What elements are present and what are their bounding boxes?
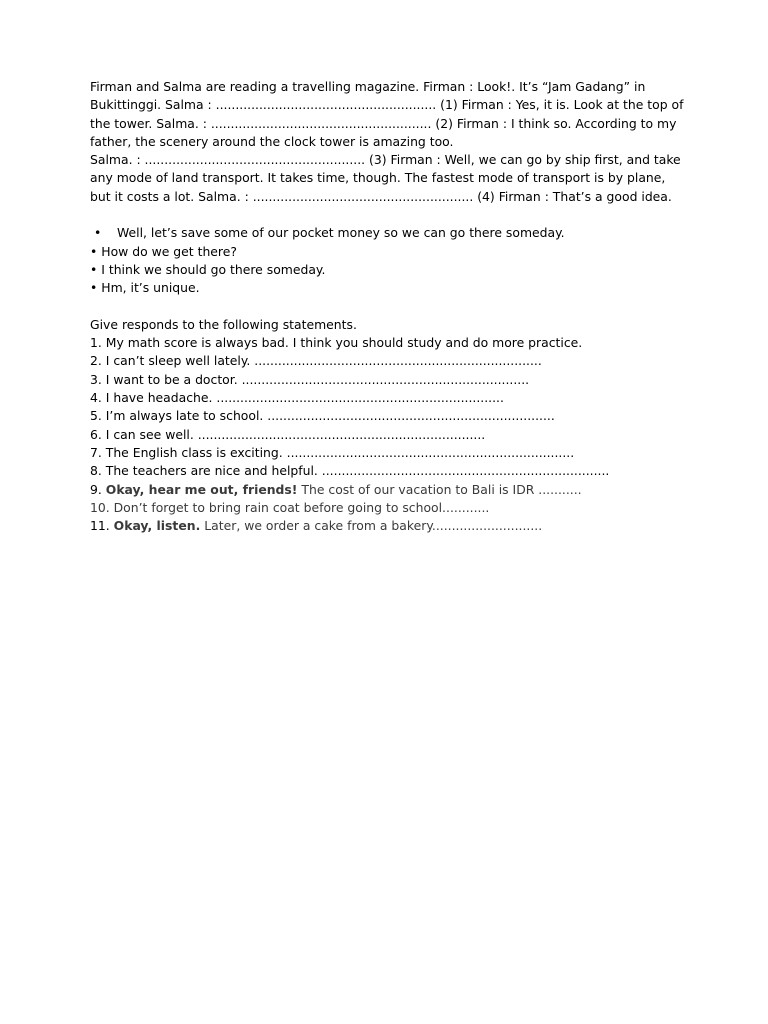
item-number: 9. [90,481,102,497]
option-item: • I think we should go there someday. [90,261,326,277]
dialogue-line: Salma. : ........................................................ (3) Firman : Well, we can go by ship first, and take [90,152,681,168]
option-item: • Hm, it’s unique. [90,280,200,296]
document-page [90,78,684,535]
dialogue-line: any mode of land transport. It takes time, though. The fastest mode of transport is by plane, [90,170,666,186]
spacer [90,298,680,316]
dialogue-line: but it costs a lot. Salma. : ........................................................ (4) Firman : That’s a good idea. [90,188,672,204]
spacer [90,206,680,224]
exercise-item: 2. I can’t sleep well lately. ......................................................................... [90,353,542,369]
exercise-item [90,481,680,499]
dialogue-paragraph [90,78,684,206]
bullet-icon: • [94,225,102,241]
dialogue-line: the tower. Salma. : ........................................................ (2) Firman : I think so. According to my [90,115,677,131]
option-item: • How do we get there? [90,243,237,259]
item-text: Later, we order a cake from a bakery............................ [204,518,543,534]
option-item [90,224,680,242]
exercise-item: 1. My math score is always bad. I think you should study and do more practice. [90,335,583,351]
item-text: The cost of our vacation to Bali is IDR ........... [301,481,582,497]
exercise-item: 6. I can see well. ......................................................................... [90,426,486,442]
exercise-section [90,316,680,536]
item-emphasis: Okay, hear me out, friends! [105,481,298,497]
exercise-item: 4. I have headache. ......................................................................... [90,390,504,406]
exercise-item: 5. I’m always late to school. ......................................................................... [90,408,555,424]
dialogue-line: Bukittinggi. Salma : ........................................................ (1) Firman : Yes, it is. Look at the top of [90,97,684,113]
exercise-instruction: Give responds to the following statements. [90,316,357,332]
options-list [90,224,680,297]
dialogue-line: Firman and Salma are reading a travelling magazine. Firman : Look!. It’s “Jam Gadang” in [90,79,646,94]
exercise-item: 3. I want to be a doctor. ......................................................................... [90,371,530,387]
dialogue-line: father, the scenery around the clock tower is amazing too. [90,133,454,149]
exercise-item: 8. The teachers are nice and helpful. ......................................................................... [90,463,610,479]
exercise-item: 10. Don’t forget to bring rain coat before going to school............ [90,499,490,515]
exercise-item: 7. The English class is exciting. ......................................................................... [90,444,575,460]
option-text: Well, let’s save some of our pocket money so we can go there someday. [117,225,565,241]
exercise-item [90,517,680,535]
item-number: 11. [90,518,110,534]
item-emphasis: Okay, listen. [113,518,201,534]
